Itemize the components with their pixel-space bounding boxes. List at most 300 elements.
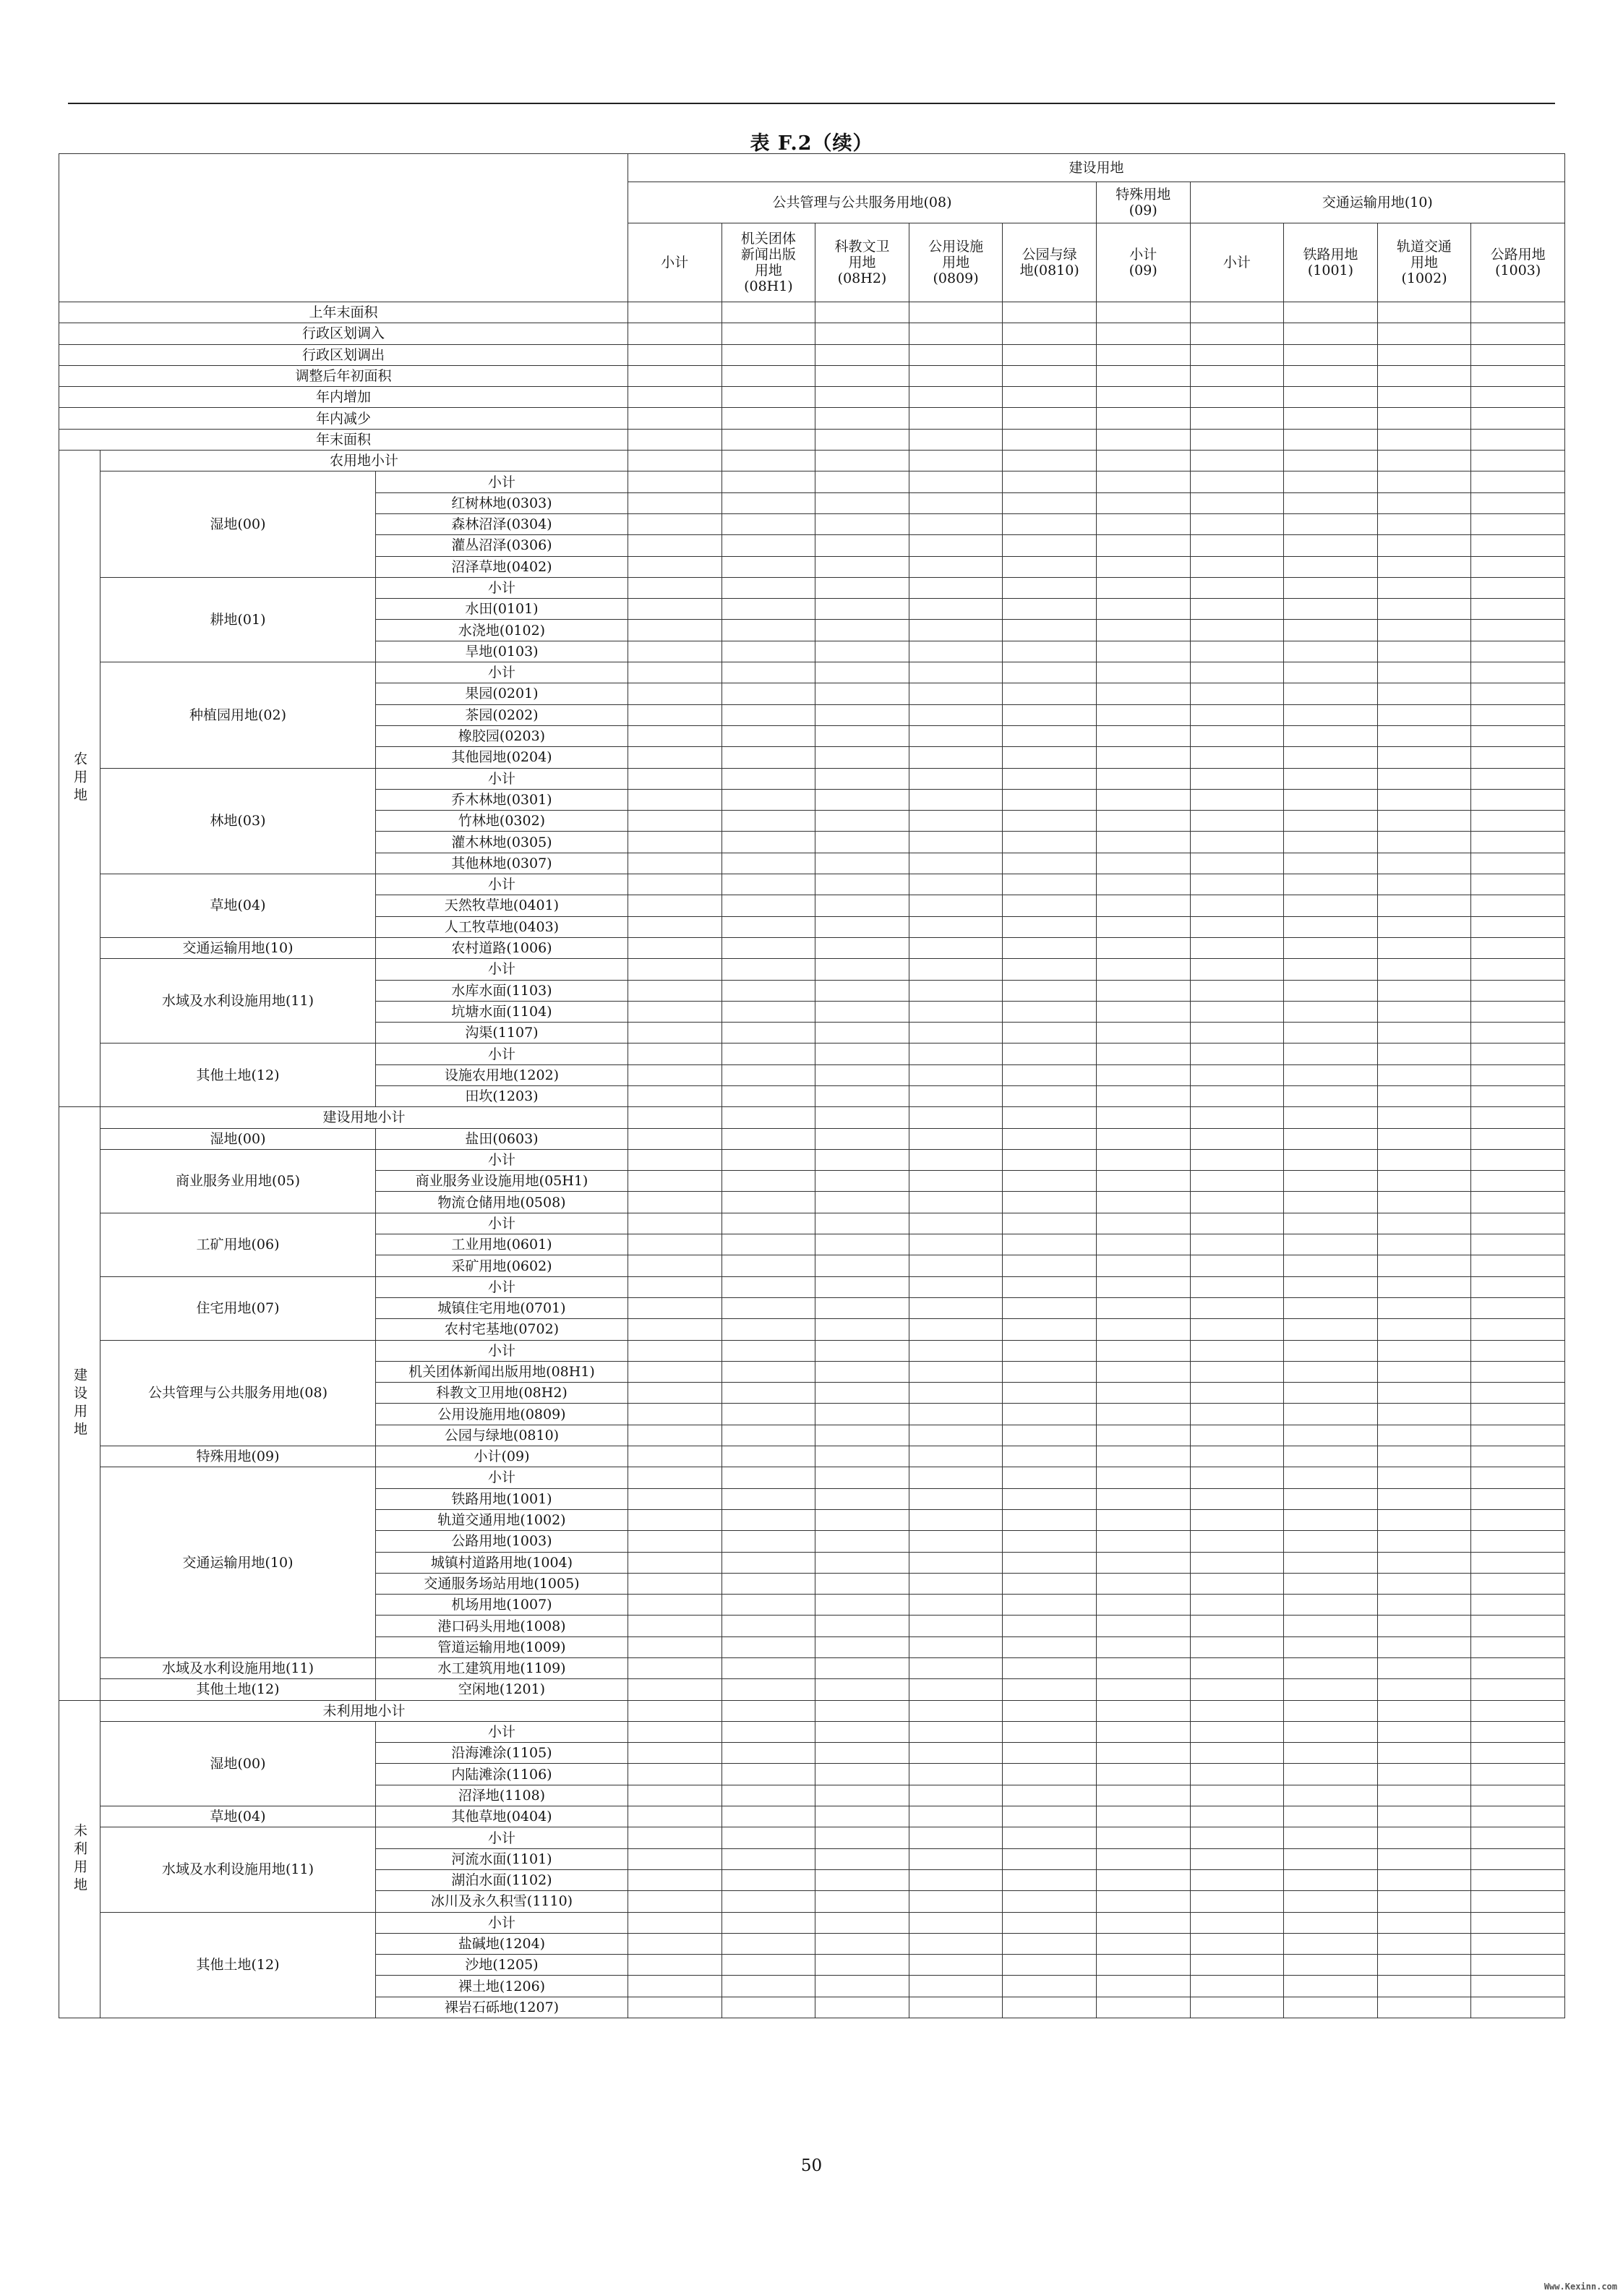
data-cell — [1377, 789, 1471, 810]
data-cell — [721, 1446, 815, 1467]
table-row — [59, 451, 1565, 471]
data-cell — [815, 662, 909, 683]
data-cell — [628, 1509, 722, 1530]
data-cell — [909, 1679, 1003, 1700]
group-label: 耕地(01) — [100, 577, 376, 662]
data-cell — [1096, 1955, 1190, 1976]
data-cell — [815, 1764, 909, 1785]
data-cell — [1284, 1446, 1378, 1467]
data-cell — [628, 492, 722, 513]
data-cell — [1096, 1107, 1190, 1128]
data-cell — [815, 747, 909, 768]
data-cell — [1284, 1997, 1378, 2018]
data-cell — [1377, 1848, 1471, 1869]
data-cell — [1471, 344, 1565, 365]
section-label: 未利用地 — [59, 1700, 100, 2018]
summary-row-label: 年末面积 — [59, 429, 628, 450]
data-cell — [815, 1128, 909, 1149]
data-cell — [815, 1383, 909, 1404]
data-cell — [909, 1128, 1003, 1149]
data-cell — [721, 725, 815, 746]
data-cell — [1190, 747, 1284, 768]
data-cell — [815, 1509, 909, 1530]
data-cell — [815, 1001, 909, 1022]
data-cell — [721, 1531, 815, 1552]
data-cell — [721, 1319, 815, 1340]
data-cell — [1096, 1827, 1190, 1848]
item-label: 设施农用地(1202) — [376, 1064, 628, 1085]
data-cell — [1190, 1509, 1284, 1530]
data-cell — [1471, 1912, 1565, 1933]
data-cell — [1190, 1764, 1284, 1785]
data-cell — [1096, 916, 1190, 937]
data-cell — [815, 1806, 909, 1827]
data-cell — [628, 1297, 722, 1318]
data-cell — [1377, 1319, 1471, 1340]
data-cell — [1003, 471, 1097, 492]
data-cell — [628, 1064, 722, 1085]
data-cell — [1284, 577, 1378, 598]
data-cell — [815, 1785, 909, 1806]
header-public-service-group: 公共管理与公共服务用地(08) — [628, 182, 1097, 223]
data-cell — [815, 1869, 909, 1890]
data-cell — [1003, 1912, 1097, 1933]
item-label: 灌木林地(0305) — [376, 832, 628, 853]
table-row — [59, 874, 1565, 895]
data-cell — [1096, 662, 1190, 683]
data-cell — [909, 1552, 1003, 1573]
data-cell — [1377, 832, 1471, 853]
data-cell — [1284, 471, 1378, 492]
data-cell — [1003, 1023, 1097, 1044]
data-cell — [1377, 1446, 1471, 1467]
data-cell — [721, 662, 815, 683]
summary-row-label: 行政区划调出 — [59, 344, 628, 365]
data-cell — [1190, 1573, 1284, 1594]
data-cell — [1096, 1404, 1190, 1425]
data-cell — [1284, 832, 1378, 853]
data-cell — [1190, 725, 1284, 746]
data-cell — [1377, 577, 1471, 598]
data-cell — [1284, 1827, 1378, 1848]
data-cell — [1003, 1361, 1097, 1382]
data-cell — [1377, 662, 1471, 683]
data-cell — [1096, 302, 1190, 323]
data-cell — [1096, 429, 1190, 450]
data-cell — [1096, 1446, 1190, 1467]
data-cell — [721, 1107, 815, 1128]
data-cell — [909, 1171, 1003, 1192]
data-cell — [815, 1955, 909, 1976]
item-label: 人工牧草地(0403) — [376, 916, 628, 937]
group-label: 特殊用地(09) — [100, 1446, 376, 1467]
data-cell — [909, 1383, 1003, 1404]
data-cell — [721, 1573, 815, 1594]
data-cell — [1096, 1912, 1190, 1933]
data-cell — [721, 577, 815, 598]
item-label: 空闲地(1201) — [376, 1679, 628, 1700]
data-cell — [1190, 513, 1284, 534]
item-label: 红树林地(0303) — [376, 492, 628, 513]
item-label: 沿海滩涂(1105) — [376, 1743, 628, 1764]
data-cell — [721, 1509, 815, 1530]
data-cell — [1096, 1064, 1190, 1085]
data-cell — [1377, 747, 1471, 768]
data-cell — [1003, 747, 1097, 768]
data-cell — [721, 1467, 815, 1488]
data-cell — [628, 1785, 722, 1806]
item-label: 茶园(0202) — [376, 704, 628, 725]
item-label: 旱地(0103) — [376, 641, 628, 662]
data-cell — [1003, 1764, 1097, 1785]
data-cell — [1096, 1573, 1190, 1594]
data-cell — [1003, 683, 1097, 704]
data-cell — [1377, 1531, 1471, 1552]
data-cell — [1096, 1552, 1190, 1573]
data-cell — [1377, 1636, 1471, 1657]
data-cell — [1284, 1679, 1378, 1700]
data-cell — [628, 302, 722, 323]
data-cell — [721, 365, 815, 386]
data-cell — [1471, 1827, 1565, 1848]
data-cell — [1096, 1933, 1190, 1954]
item-label: 其他草地(0404) — [376, 1806, 628, 1827]
data-cell — [1284, 1869, 1378, 1890]
data-cell — [721, 1658, 815, 1679]
data-cell — [815, 1234, 909, 1255]
item-label: 坑塘水面(1104) — [376, 1001, 628, 1022]
data-cell — [721, 1721, 815, 1742]
data-cell — [1003, 1573, 1097, 1594]
data-cell — [909, 1700, 1003, 1721]
item-label: 竹林地(0302) — [376, 811, 628, 832]
table-row — [59, 1044, 1565, 1064]
item-label: 水库水面(1103) — [376, 980, 628, 1001]
table-row — [59, 662, 1565, 683]
data-cell — [1471, 683, 1565, 704]
column-header: 公用设施 用地 (0809) — [909, 223, 1003, 302]
data-cell — [815, 451, 909, 471]
data-cell — [628, 1636, 722, 1657]
data-cell — [1190, 1721, 1284, 1742]
data-cell — [1471, 1531, 1565, 1552]
data-cell — [628, 1044, 722, 1064]
table-row — [59, 408, 1565, 429]
data-cell — [1096, 1234, 1190, 1255]
data-cell — [1003, 620, 1097, 641]
data-cell — [1377, 408, 1471, 429]
table-row — [59, 1149, 1565, 1170]
group-label: 商业服务业用地(05) — [100, 1149, 376, 1213]
data-cell — [721, 1848, 815, 1869]
group-label: 交通运输用地(10) — [100, 1467, 376, 1658]
data-cell — [815, 1743, 909, 1764]
data-cell — [1377, 1340, 1471, 1361]
item-label: 小计 — [376, 1276, 628, 1297]
data-cell — [815, 768, 909, 789]
data-cell — [1190, 1044, 1284, 1064]
data-cell — [909, 535, 1003, 556]
data-cell — [815, 916, 909, 937]
data-cell — [1284, 874, 1378, 895]
data-cell — [909, 451, 1003, 471]
data-cell — [628, 683, 722, 704]
data-cell — [1284, 1955, 1378, 1976]
data-cell — [909, 1192, 1003, 1213]
header-transport-group: 交通运输用地(10) — [1190, 182, 1565, 223]
data-cell — [1003, 1467, 1097, 1488]
data-cell — [1003, 344, 1097, 365]
data-cell — [1377, 1001, 1471, 1022]
data-cell — [909, 1488, 1003, 1509]
data-cell — [1096, 1425, 1190, 1446]
data-cell — [628, 1383, 722, 1404]
data-cell — [815, 429, 909, 450]
data-cell — [1284, 789, 1378, 810]
data-cell — [909, 1848, 1003, 1869]
group-label: 湿地(00) — [100, 1128, 376, 1149]
data-cell — [628, 1149, 722, 1170]
data-cell — [909, 1743, 1003, 1764]
group-label: 水域及水利设施用地(11) — [100, 1658, 376, 1679]
data-cell — [1096, 1976, 1190, 1997]
data-cell — [721, 556, 815, 577]
item-label: 小计 — [376, 1044, 628, 1064]
data-cell — [1377, 1297, 1471, 1318]
data-cell — [1096, 1085, 1190, 1106]
item-label: 商业服务业设施用地(05H1) — [376, 1171, 628, 1192]
data-cell — [1471, 1785, 1565, 1806]
data-cell — [1284, 1806, 1378, 1827]
item-label: 小计 — [376, 471, 628, 492]
data-cell — [1471, 811, 1565, 832]
data-cell — [1003, 832, 1097, 853]
data-cell — [1471, 1616, 1565, 1636]
item-label: 农村宅基地(0702) — [376, 1319, 628, 1340]
data-cell — [628, 1467, 722, 1488]
item-label: 灌丛沼泽(0306) — [376, 535, 628, 556]
data-cell — [1003, 1976, 1097, 1997]
data-cell — [815, 1149, 909, 1170]
data-cell — [1377, 811, 1471, 832]
section-subtotal-label: 未利用地小计 — [100, 1700, 628, 1721]
item-label: 湖泊水面(1102) — [376, 1869, 628, 1890]
data-cell — [1284, 725, 1378, 746]
data-cell — [909, 620, 1003, 641]
item-label: 森林沼泽(0304) — [376, 513, 628, 534]
data-cell — [1190, 1827, 1284, 1848]
item-label: 公园与绿地(0810) — [376, 1425, 628, 1446]
data-cell — [628, 1319, 722, 1340]
data-cell — [1190, 1276, 1284, 1297]
table-row — [59, 323, 1565, 344]
data-cell — [1190, 959, 1284, 980]
data-cell — [1003, 1064, 1097, 1085]
data-cell — [721, 895, 815, 916]
data-cell — [1190, 1806, 1284, 1827]
data-cell — [1471, 662, 1565, 683]
data-cell — [1284, 895, 1378, 916]
data-cell — [909, 471, 1003, 492]
data-cell — [1377, 1383, 1471, 1404]
data-cell — [628, 1552, 722, 1573]
data-cell — [909, 789, 1003, 810]
data-cell — [1096, 1488, 1190, 1509]
data-cell — [1377, 1912, 1471, 1933]
item-label: 公用设施用地(0809) — [376, 1404, 628, 1425]
data-cell — [721, 1764, 815, 1785]
data-cell — [909, 577, 1003, 598]
data-cell — [721, 1234, 815, 1255]
data-cell — [721, 1213, 815, 1234]
data-cell — [1284, 1933, 1378, 1954]
data-cell — [1096, 1636, 1190, 1657]
data-cell — [1190, 387, 1284, 408]
data-cell — [909, 853, 1003, 874]
data-cell — [1003, 1425, 1097, 1446]
data-cell — [909, 1785, 1003, 1806]
data-cell — [815, 1531, 909, 1552]
data-cell — [909, 599, 1003, 620]
data-cell — [628, 513, 722, 534]
data-cell — [1471, 556, 1565, 577]
data-cell — [1471, 323, 1565, 344]
data-cell — [815, 1488, 909, 1509]
data-cell — [1471, 768, 1565, 789]
data-cell — [909, 1319, 1003, 1340]
data-cell — [815, 1192, 909, 1213]
data-cell — [909, 1297, 1003, 1318]
group-label: 水域及水利设施用地(11) — [100, 959, 376, 1044]
data-cell — [1284, 1764, 1378, 1785]
data-cell — [1096, 535, 1190, 556]
data-cell — [1003, 662, 1097, 683]
data-cell — [909, 1616, 1003, 1636]
data-cell — [721, 1149, 815, 1170]
data-cell — [909, 1658, 1003, 1679]
data-cell — [1284, 1721, 1378, 1742]
data-cell — [721, 1933, 815, 1954]
data-cell — [1096, 1149, 1190, 1170]
data-cell — [1471, 408, 1565, 429]
data-cell — [815, 1997, 909, 2018]
data-cell — [628, 1276, 722, 1297]
data-cell — [1003, 1785, 1097, 1806]
header-special-land-group: 特殊用地 (09) — [1096, 182, 1190, 223]
data-cell — [1471, 1891, 1565, 1912]
data-cell — [721, 1128, 815, 1149]
data-cell — [721, 471, 815, 492]
group-label: 林地(03) — [100, 768, 376, 874]
item-label: 裸土地(1206) — [376, 1976, 628, 1997]
data-cell — [909, 1340, 1003, 1361]
data-cell — [628, 1425, 722, 1446]
data-cell — [1190, 641, 1284, 662]
table-row — [59, 768, 1565, 789]
group-label: 湿地(00) — [100, 471, 376, 577]
data-cell — [1190, 492, 1284, 513]
data-cell — [1377, 1425, 1471, 1446]
data-cell — [1284, 1404, 1378, 1425]
data-cell — [1471, 451, 1565, 471]
data-cell — [628, 577, 722, 598]
data-cell — [1471, 874, 1565, 895]
data-cell — [1377, 1064, 1471, 1085]
data-cell — [1284, 916, 1378, 937]
data-cell — [1096, 577, 1190, 598]
item-label: 小计 — [376, 662, 628, 683]
data-cell — [1003, 1319, 1097, 1340]
data-cell — [1096, 683, 1190, 704]
data-cell — [909, 365, 1003, 386]
data-cell — [1377, 768, 1471, 789]
data-cell — [1003, 895, 1097, 916]
data-cell — [909, 344, 1003, 365]
data-cell — [1284, 1319, 1378, 1340]
data-cell — [1003, 1679, 1097, 1700]
data-cell — [1284, 1128, 1378, 1149]
data-cell — [1096, 1361, 1190, 1382]
data-cell — [815, 1446, 909, 1467]
data-cell — [1377, 1467, 1471, 1488]
data-cell — [909, 556, 1003, 577]
data-cell — [909, 937, 1003, 958]
column-header: 公路用地 (1003) — [1471, 223, 1565, 302]
data-cell — [1284, 1785, 1378, 1806]
data-cell — [1284, 1700, 1378, 1721]
data-cell — [815, 492, 909, 513]
data-cell — [1190, 832, 1284, 853]
data-cell — [815, 471, 909, 492]
data-cell — [721, 1616, 815, 1636]
data-cell — [628, 1446, 722, 1467]
data-cell — [721, 1552, 815, 1573]
data-cell — [721, 1912, 815, 1933]
data-cell — [628, 1488, 722, 1509]
data-cell — [721, 1595, 815, 1616]
data-cell — [1471, 1595, 1565, 1616]
column-header: 公园与绿 地(0810) — [1003, 223, 1097, 302]
data-cell — [1471, 832, 1565, 853]
data-cell — [1471, 1764, 1565, 1785]
header-corner — [59, 154, 628, 302]
table-row — [59, 429, 1565, 450]
data-cell — [815, 704, 909, 725]
data-cell — [1377, 1107, 1471, 1128]
data-cell — [1190, 1933, 1284, 1954]
data-cell — [1284, 302, 1378, 323]
data-cell — [1190, 811, 1284, 832]
data-cell — [1190, 895, 1284, 916]
data-cell — [909, 1509, 1003, 1530]
data-cell — [815, 959, 909, 980]
data-cell — [628, 1891, 722, 1912]
data-cell — [1003, 1340, 1097, 1361]
data-cell — [1190, 1531, 1284, 1552]
data-cell — [1377, 1827, 1471, 1848]
data-cell — [1190, 789, 1284, 810]
data-cell — [1096, 599, 1190, 620]
table-row — [59, 1912, 1565, 1933]
section-subtotal-label: 建设用地小计 — [100, 1107, 628, 1128]
data-cell — [1377, 895, 1471, 916]
data-cell — [1377, 1785, 1471, 1806]
data-cell — [909, 1361, 1003, 1382]
data-cell — [1471, 1213, 1565, 1234]
data-cell — [815, 1255, 909, 1276]
data-cell — [1284, 1658, 1378, 1679]
data-cell — [1003, 1383, 1097, 1404]
